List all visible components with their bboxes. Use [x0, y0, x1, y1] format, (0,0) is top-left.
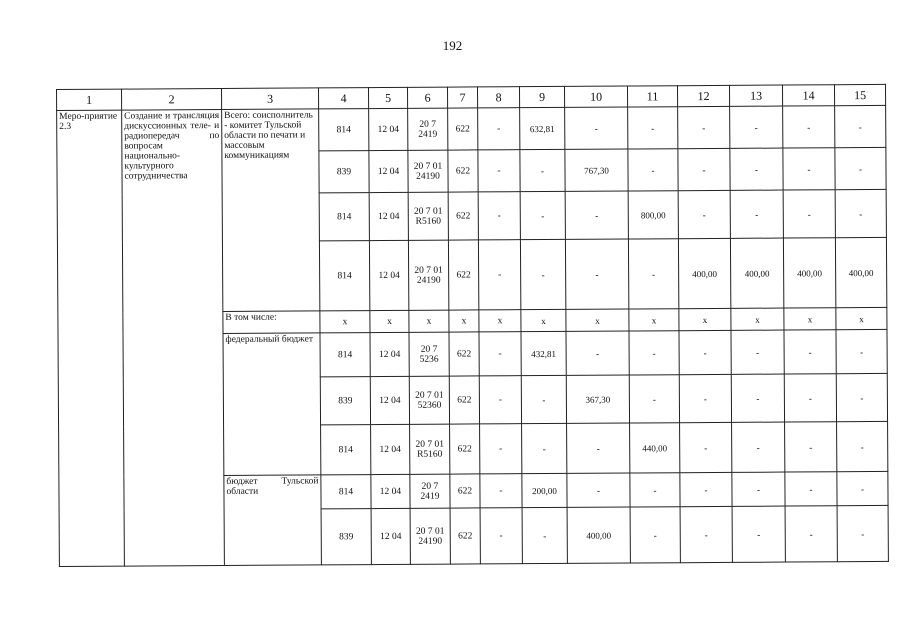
- cell-c12: -: [678, 148, 730, 190]
- cell-c13: -: [732, 506, 785, 562]
- cell-c15: -: [835, 147, 886, 189]
- cell-c9: -: [522, 423, 567, 473]
- cell-c15: 400,00: [835, 237, 886, 307]
- cell-c5: 12 04: [371, 508, 410, 564]
- cell-c6: 20 7 01 R5160: [408, 192, 448, 240]
- cell-c10: -: [567, 473, 630, 507]
- cell-c4: 839: [319, 151, 369, 193]
- cell-c11: -: [628, 107, 678, 149]
- cell-c8: -: [479, 376, 521, 424]
- column-header: 8: [477, 87, 519, 108]
- cell-c9: -: [520, 149, 565, 191]
- cell-c11: 440,00: [630, 423, 680, 473]
- cell-c15: -: [837, 471, 888, 505]
- column-header: 3: [221, 88, 318, 110]
- cell-c8: -: [478, 108, 520, 150]
- cell-c14: -: [784, 330, 836, 374]
- cell-c11: -: [629, 331, 679, 375]
- column-header: 6: [407, 87, 447, 108]
- cell-c12: -: [679, 374, 731, 422]
- cell-c13: 400,00: [730, 238, 783, 308]
- cell-c11: 800,00: [628, 191, 678, 239]
- cell-c15: x: [836, 307, 887, 329]
- cell-c4: 814: [319, 241, 369, 311]
- cell-c13: x: [731, 308, 784, 330]
- cell-c6: 20 7 01 R5160: [410, 424, 450, 474]
- cell-c7: 622: [448, 108, 478, 150]
- cell-c15: -: [836, 329, 887, 373]
- cell-c8: -: [480, 474, 522, 508]
- cell-c5: 12 04: [369, 192, 408, 240]
- cell-c8: -: [480, 424, 522, 474]
- cell-c13: -: [730, 106, 783, 148]
- measure-name: Создание и трансляция дискуссионных теле- и радиопередач по вопросам национально-культурного сотрудничества: [122, 109, 225, 566]
- column-header: 14: [782, 85, 834, 106]
- cell-c10: 767,30: [565, 149, 628, 191]
- column-header: 10: [564, 86, 627, 107]
- cell-c12: -: [680, 506, 732, 562]
- cell-c10: -: [565, 191, 628, 239]
- cell-c13: -: [731, 330, 784, 374]
- cell-c5: 12 04: [371, 474, 410, 508]
- cell-c5: 12 04: [370, 376, 409, 424]
- cell-c8: -: [478, 192, 520, 240]
- cell-c7: 622: [448, 150, 478, 192]
- cell-c12: -: [680, 422, 732, 472]
- cell-c8: -: [480, 508, 522, 564]
- cell-c6: 20 7 01 24190: [408, 150, 448, 192]
- cell-c13: -: [732, 422, 785, 472]
- cell-c13: -: [730, 190, 783, 238]
- cell-c6: x: [409, 310, 449, 332]
- cell-c12: -: [679, 330, 731, 374]
- column-header: 2: [122, 88, 222, 110]
- cell-c7: 622: [450, 508, 480, 564]
- cell-c9: -: [521, 375, 566, 423]
- cell-c7: 622: [450, 474, 480, 508]
- table-body: [57, 84, 889, 566]
- column-header: 13: [729, 85, 782, 106]
- cell-c5: 12 04: [369, 240, 408, 310]
- cell-c13: -: [732, 472, 785, 506]
- cell-c12: -: [678, 106, 730, 148]
- cell-c15: -: [837, 421, 888, 471]
- page-number: 192: [442, 38, 463, 53]
- cell-c4: 839: [320, 377, 370, 425]
- cell-c5: 12 04: [370, 332, 409, 376]
- cell-c10: -: [565, 239, 628, 309]
- cell-c11: -: [630, 507, 680, 563]
- cell-c5: x: [370, 310, 409, 332]
- cell-c6: 20 7 5236: [409, 332, 449, 376]
- cell-c9: 632,81: [520, 107, 565, 149]
- cell-c8: x: [479, 310, 521, 332]
- cell-c9: x: [521, 309, 566, 331]
- cell-c4: 814: [319, 109, 369, 151]
- column-header: 7: [447, 87, 477, 108]
- cell-c11: x: [629, 309, 679, 331]
- cell-c6: 20 7 2419: [408, 108, 448, 150]
- cell-c5: 12 04: [369, 150, 408, 192]
- cell-c7: 622: [448, 192, 478, 240]
- cell-c7: 622: [449, 332, 479, 376]
- cell-c4: 814: [320, 333, 370, 377]
- cell-c14: -: [783, 148, 835, 190]
- cell-c10: -: [566, 331, 629, 375]
- cell-c13: -: [731, 374, 784, 422]
- cell-c10: -: [567, 423, 630, 473]
- measure-id: Меро-приятие 2.3: [57, 110, 125, 566]
- source-total-label: Всего: соисполнитель - комитет Тульской области по печати и массовым коммуникациям: [222, 109, 320, 312]
- cell-c14: -: [785, 472, 837, 506]
- cell-c13: -: [730, 148, 783, 190]
- column-header: 12: [677, 85, 729, 106]
- cell-c14: -: [785, 506, 837, 562]
- cell-c6: 20 7 01 24190: [408, 240, 448, 310]
- including-label: В том числе:: [223, 311, 320, 334]
- cell-c11: -: [630, 473, 680, 507]
- cell-c12: x: [679, 308, 731, 330]
- cell-c14: -: [783, 106, 835, 148]
- column-header: 5: [368, 87, 407, 108]
- cell-c11: -: [628, 239, 678, 309]
- cell-c8: -: [479, 332, 521, 376]
- budget-table: [56, 84, 889, 567]
- cell-c14: -: [785, 422, 837, 472]
- cell-c14: x: [784, 308, 836, 330]
- cell-c9: 200,00: [522, 473, 567, 507]
- cell-c5: 12 04: [369, 108, 408, 150]
- cell-c9: 432,81: [521, 331, 566, 375]
- column-header: 4: [318, 88, 368, 109]
- cell-c7: 622: [450, 424, 480, 474]
- cell-c14: -: [784, 374, 836, 422]
- column-header: 15: [834, 84, 885, 105]
- column-header: 9: [519, 86, 564, 107]
- table-row: [57, 105, 886, 152]
- cell-c9: -: [520, 191, 565, 239]
- source-federal-label: федеральный бюджет: [223, 333, 321, 476]
- cell-c12: 400,00: [678, 238, 730, 308]
- cell-c10: 367,30: [566, 375, 629, 423]
- cell-c15: -: [837, 505, 888, 561]
- cell-c8: -: [478, 240, 520, 310]
- cell-c11: -: [629, 375, 679, 423]
- cell-c4: 839: [321, 509, 371, 565]
- cell-c10: 400,00: [567, 507, 630, 563]
- source-regional-label: бюджет Тульской области: [224, 475, 322, 566]
- cell-c14: 400,00: [783, 238, 835, 308]
- cell-c15: -: [836, 373, 887, 421]
- cell-c4: 814: [321, 475, 371, 509]
- cell-c7: 622: [448, 240, 478, 310]
- cell-c10: x: [566, 309, 629, 331]
- cell-c4: 814: [321, 425, 371, 475]
- cell-c8: -: [478, 150, 520, 192]
- cell-c10: -: [565, 107, 628, 149]
- column-header: 11: [627, 86, 677, 107]
- cell-c9: -: [522, 507, 567, 563]
- cell-c4: 814: [319, 193, 369, 241]
- cell-c15: -: [835, 189, 886, 237]
- cell-c4: x: [320, 311, 370, 333]
- cell-c14: -: [783, 190, 835, 238]
- cell-c12: -: [680, 472, 732, 506]
- column-header: 1: [57, 89, 122, 110]
- cell-c9: -: [520, 239, 565, 309]
- cell-c11: -: [628, 149, 678, 191]
- cell-c6: 20 7 01 52360: [409, 376, 449, 424]
- cell-c15: -: [835, 105, 886, 147]
- cell-c5: 12 04: [371, 424, 410, 474]
- cell-c6: 20 7 2419: [410, 474, 450, 508]
- cell-c6: 20 7 01 24190: [410, 508, 450, 564]
- cell-c7: 622: [449, 376, 479, 424]
- cell-c7: x: [449, 310, 479, 332]
- cell-c12: -: [678, 190, 730, 238]
